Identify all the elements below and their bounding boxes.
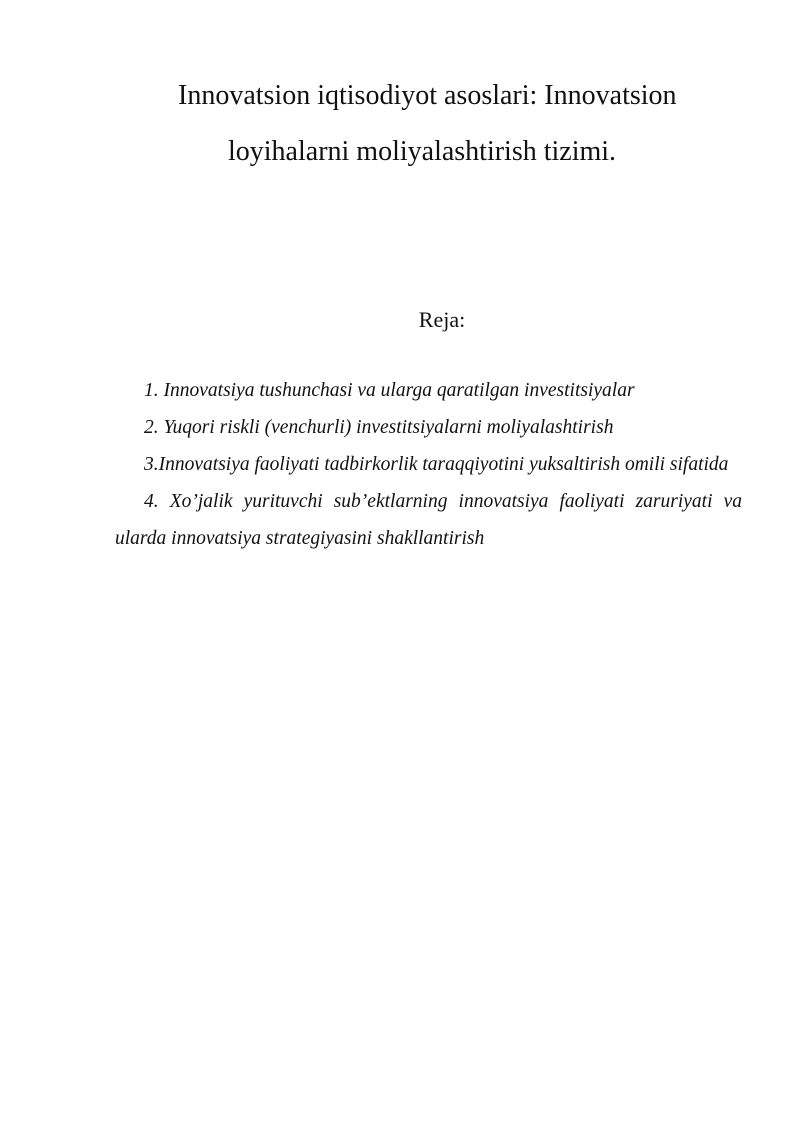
plan-item-4: 4. Xo’jalik yurituvchi sub’ektlarning innovatsiya faoliyati zaruriyati va ularda innovatsiya strategiyasini shakllantirish (115, 491, 742, 549)
page-title (100, 68, 700, 180)
plan-item-1: 1. Innovatsiya tushunchasi va ularga qaratilgan investitsiyalar (144, 380, 635, 401)
title-line-2: loyihalarni moliyalashtirish tizimi. (228, 136, 617, 167)
plan-list (115, 372, 742, 557)
plan-item-3: 3.Innovatsiya faoliyati tadbirkorlik taraqqiyotini yuksaltirish omili sifatida (144, 454, 729, 475)
plan-heading: Reja: (418, 307, 466, 332)
plan-item-2: 2. Yuqori riskli (venchurli) investitsiyalarni moliyalashtirish (144, 417, 614, 438)
title-line-1: Innovatsion iqtisodiyot asoslari: Innovatsion (178, 80, 677, 111)
